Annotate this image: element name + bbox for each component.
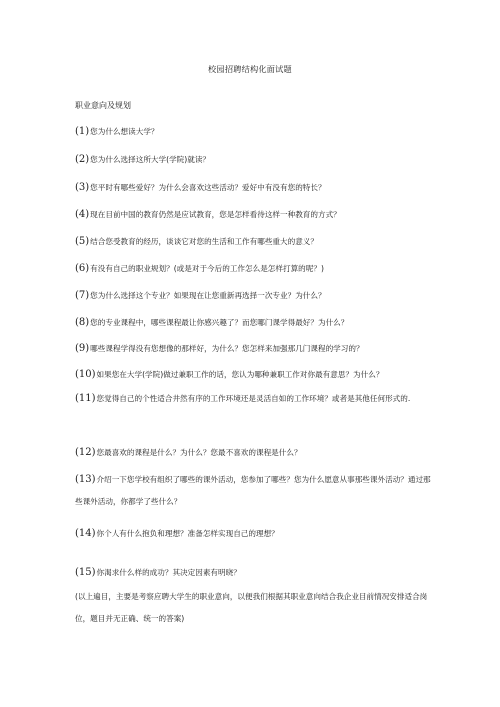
question-item: [75, 231, 435, 253]
question-number: (2): [75, 154, 90, 165]
question-number: (5): [75, 236, 90, 247]
question-text: 你个人有什么抱负和理想？准备怎样实现自己的理想？: [96, 529, 279, 538]
question-text: 您觉得自己的个性适合井然有序的工作环境还是灵活自如的工作环境？或者是其他任何形式的.: [96, 394, 411, 403]
question-text: 结合您受教育的经历，谈谈它对您的生活和工作有哪些重大的意义？: [90, 237, 318, 246]
question-item: [75, 523, 435, 545]
question-text: 介绍一下您学校有组织了哪些的课外活动，您参加了哪些？您为什么愿意从事那些课外活动？通过那些课外活动，你都学了些什么？: [75, 475, 431, 506]
question-text: 现在目前中国的教育仍然是应试教育，您是怎样看待这样一种教育的方式？: [90, 210, 341, 219]
question-text: 您的专业课程中，哪些课程最让你感兴趣了？而您哪门课学得最好？为什么？: [90, 318, 349, 327]
question-item: [75, 338, 435, 360]
question-text: 哪些课程学得没有您想像的那样好，为什么？您怎样来加强那几门课程的学习的？: [90, 344, 364, 353]
document-title: 校园招聘结构化面试题: [208, 64, 292, 74]
question-item: [75, 388, 435, 410]
question-number: (3): [75, 182, 90, 193]
question-number: (9): [75, 343, 90, 354]
question-text: 您为什么选择这个专业？如果现在让您重新再选择一次专业？为什么？: [90, 291, 326, 300]
question-number: (15): [75, 567, 96, 578]
question-text: 如果您在大学(学院)做过兼职工作的话，您认为哪种兼职工作对你最有意思？为什么？: [96, 370, 384, 379]
question-text: 您为什么想读大学？: [90, 127, 159, 136]
question-text: 您平时有哪些爱好？为什么会喜欢这些活动？爱好中有没有您的特长？: [90, 183, 326, 192]
question-item: [75, 312, 435, 334]
question-number: (12): [75, 447, 96, 458]
question-number: (14): [75, 528, 96, 539]
question-item: [75, 562, 435, 584]
question-item: [75, 204, 435, 226]
question-text: 你渴求什么样的成功？其决定因素有明晓？: [96, 568, 241, 577]
section-note: (以上遍目，主要是考察应聘大学生的职业意向，以便我们根据其职业意向结合我企业目前情况安排适合岗位，题目并无正确、统一的答案): [75, 592, 428, 623]
question-number: (10): [75, 369, 96, 380]
question-item: [75, 469, 435, 513]
question-item: [75, 177, 435, 199]
question-text: 您为什么选择这所大学(学院)就读？: [90, 155, 211, 164]
question-number: (8): [75, 317, 90, 328]
question-item: [75, 149, 435, 171]
question-text: 有没有自己的职业规划？(或是对于今后的工作怎么是怎样打算的呢？): [90, 264, 324, 273]
question-item: [75, 285, 435, 307]
section-heading: 职业意向及规划: [75, 101, 131, 110]
question-number: (6): [75, 263, 90, 274]
question-number: (11): [75, 393, 96, 404]
question-number: (13): [75, 474, 96, 485]
question-item: [75, 442, 435, 464]
question-item: [75, 121, 435, 143]
question-number: (7): [75, 290, 90, 301]
question-text: 您最喜欢的课程是什么？为什么？您最不喜欢的课程是什么？: [96, 448, 302, 457]
question-number: (1): [75, 126, 90, 137]
question-number: (4): [75, 209, 90, 220]
question-item: [75, 258, 435, 280]
question-item: [75, 364, 435, 386]
